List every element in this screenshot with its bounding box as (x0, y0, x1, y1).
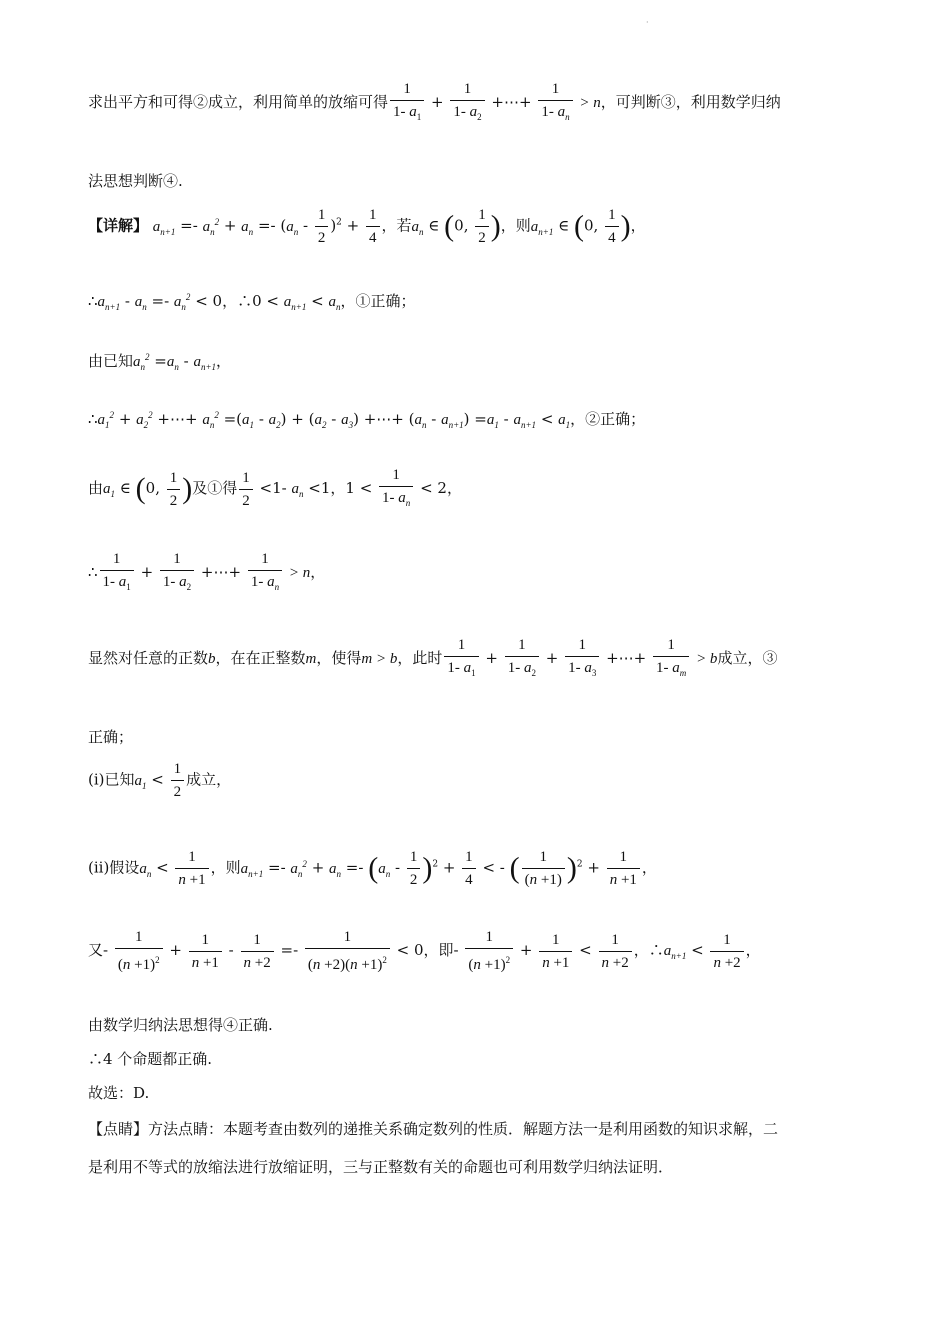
line-18: 是利用不等式的放缩法进行放缩证明，三与正整数有关的命题也可利用数学归纳法证明． (88, 1158, 674, 1176)
line-5: 由已知$a_n^2 =a_n - a_{n+1}$， (88, 352, 232, 372)
line-12: (ii)假设$a_n$ < $\frac{1}{n +1}$ ，则$a_{n+1} =- a_n^2 + a_n =- (a_n$ - $\frac{1}{2}$ )$^2$ + $\frac{1}{4}$ < - ( $\frac{1}{(n +1)}$ )$^2$ + $\frac{1}{n +1}$ ， (88, 846, 657, 891)
line-15: ∴4 个命题都正确. (88, 1050, 213, 1068)
line-14: 由数学归纳法思想得④正确. (88, 1016, 273, 1034)
line-9: 显然对任意的正数b，在在正整数m，使得m > b，此时 $\frac{1}{1- a_1}$ + $\frac{1}{1- a_2}$ + $\frac{1}{1- a_3}$ +⋯+ $\frac{1}{1- a_m}$ > b成立，③ (88, 634, 777, 684)
line-11: (i)已知$a_1$ < $\frac{1}{2}$ 成立， (88, 758, 231, 803)
line-2: 法思想判断④. (88, 172, 183, 190)
line-17: 【点睛】方法点睛：本题考查由数列的递推关系确定数列的性质．解题方法一是利用函数的知识求解，二 (88, 1120, 779, 1138)
line-7: 由$a_1$ ∈ (0, $\frac{1}{2}$ )及①得 $\frac{1}{2}$ <1- $a_n <1$，1 < $\frac{1}{1- a_n}$ < 2， (88, 464, 462, 514)
line-6: $\therefore a_1^2 + a_2^2$ +⋯+ $a_n^2 =(a_1 - a_2) + (a_2 - a_3)$ +⋯+ $(a_n - a_{n+1}) =a_1 - a_{n+1} < a_1$，②正确； (88, 410, 646, 430)
line-10: 正确； (88, 728, 134, 746)
line-4: $\therefore a_{n+1} - a_n =- a_n^2 < 0$，∴0 < $a_{n+1} < a_n$，①正确； (88, 292, 416, 312)
line-13: 又- $\frac{1}{(n +1)^2}$ + $\frac{1}{n +1}$ - $\frac{1}{n +2}$ =- $\frac{1}{(n +2)(n +1)^2}$ < 0，即- $\frac{1}{(n +1)^2}$ + $\frac{1}{n +1}$ < $\frac{1}{n +2}$ ，$\therefore a_{n+1}$ < $\frac{1}{n +2}$ ， (88, 926, 761, 976)
line-8: ∴ $\frac{1}{1- a_1}$ + $\frac{1}{1- a_2}$ +⋯+ $\frac{1}{1- a_n}$ > n， (88, 548, 325, 598)
line-1: 求出平方和可得②成立，利用简单的放缩可得 $\frac{1}{1- a_1}$ + $\frac{1}{1- a_2}$ +⋯+ $\frac{1}{1- a_n}$ > n，可判断③，利用数学归纳 (88, 78, 781, 128)
line-16: 故选：D. (88, 1084, 150, 1102)
corner-mark: · (646, 18, 649, 27)
line-3: 【详解】 $a_{n+1} =- a_n^2 + a_n =- (a_n$ - $\frac{1}{2}$ )$^2$ + $\frac{1}{4}$ ，若$a_n$ ∈ (0, $\frac{1}{2}$ )，则$a_{n+1}$ ∈ (0, $\frac{1}{4}$ )， (88, 204, 646, 249)
